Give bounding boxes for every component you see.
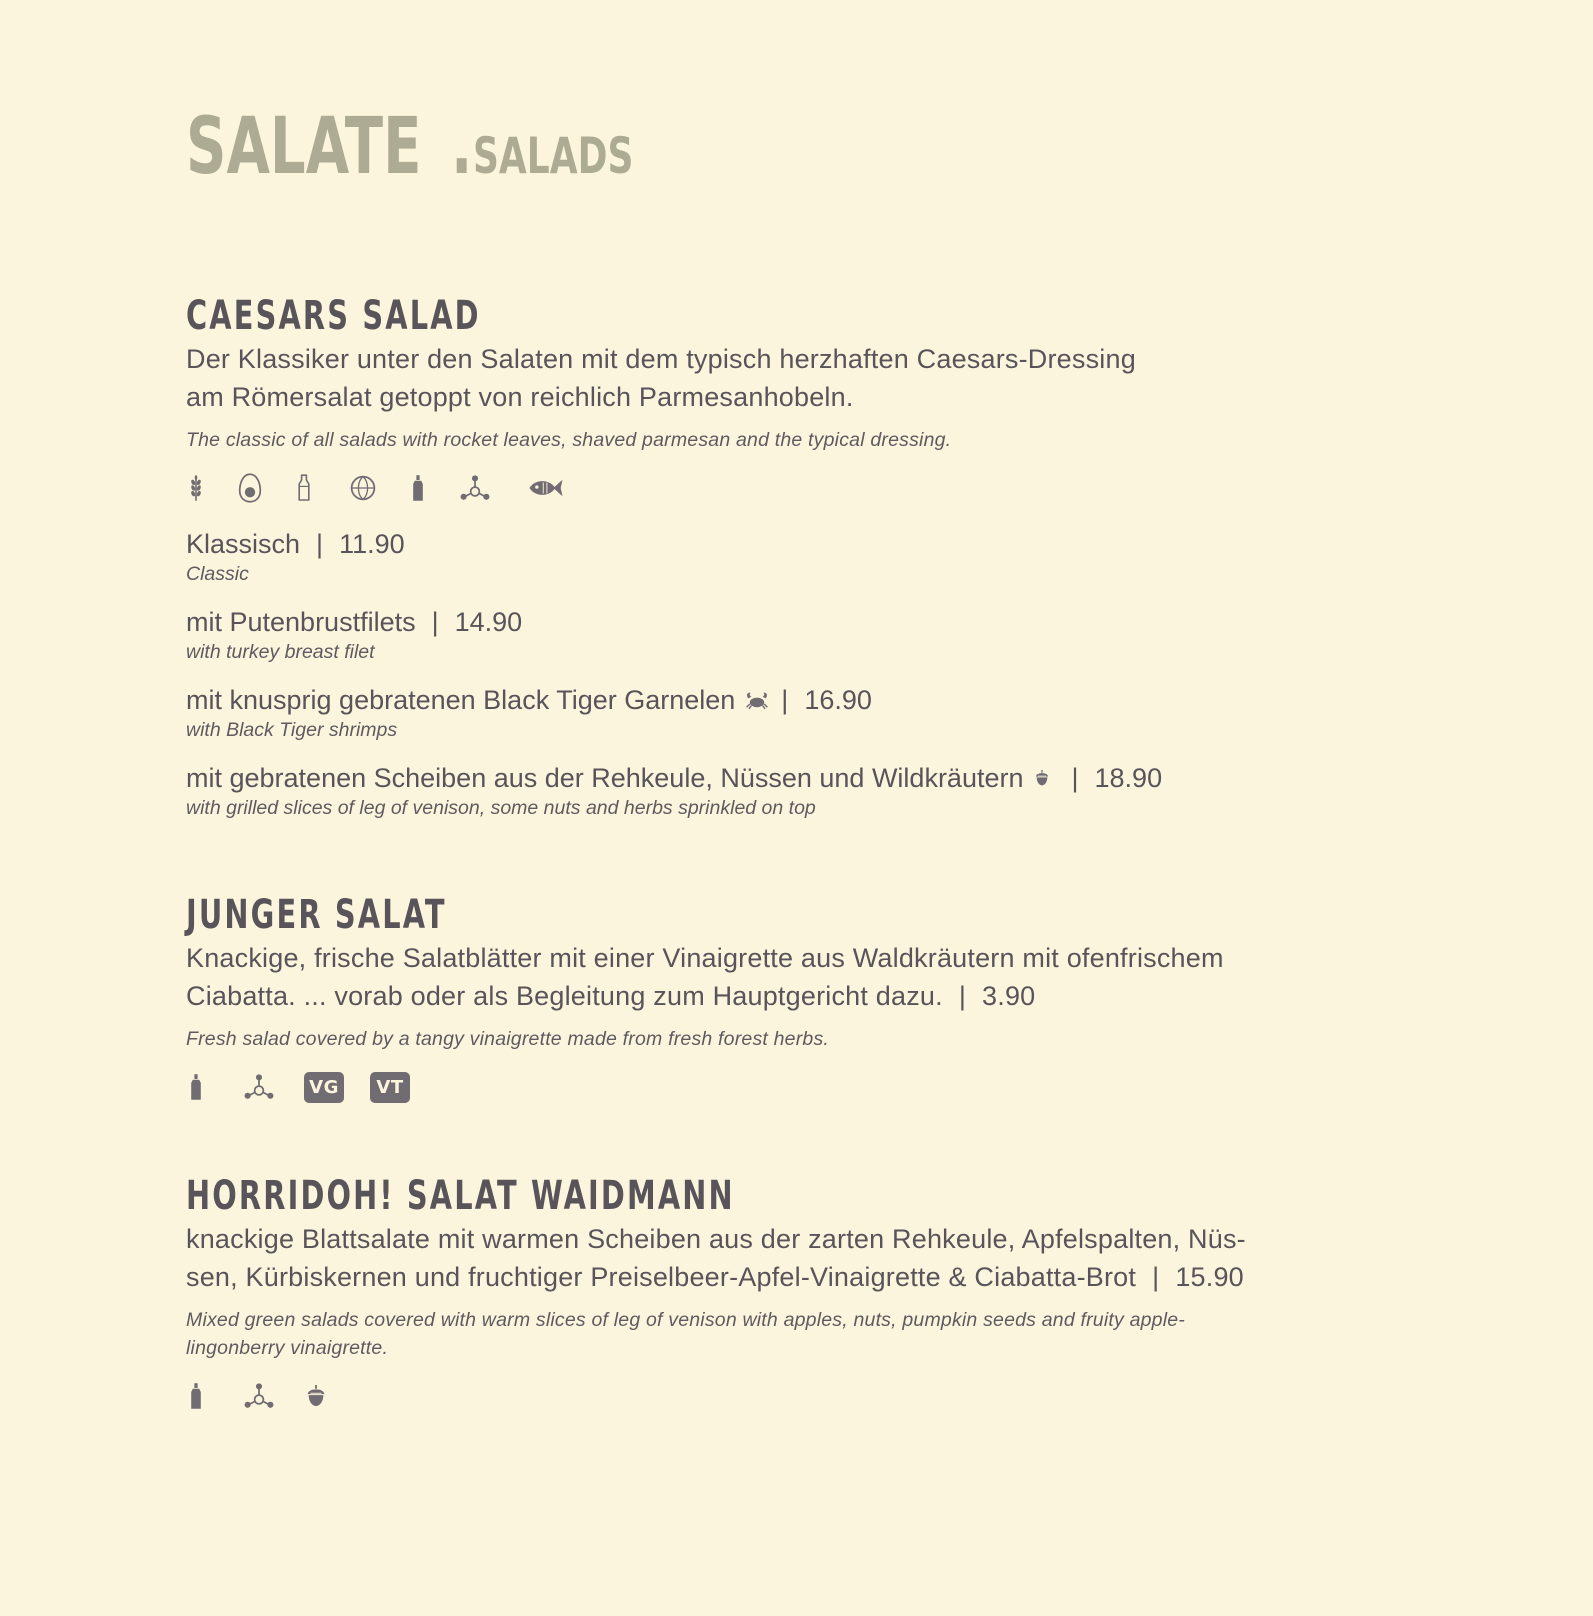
variant-line — [186, 526, 1366, 562]
price-separator: | — [958, 981, 967, 1011]
molecule-icon — [242, 1378, 276, 1414]
description-line: Mixed green salads covered with warm slices of leg of venison with apples, nuts, pumpkin seeds and fruity apple- — [186, 1309, 1185, 1331]
celery-icon — [348, 470, 378, 506]
variant-shrimps — [186, 682, 1366, 742]
description-line: am Römersalat getoppt von reichlich Parmesanhobeln. — [186, 382, 854, 412]
variant-name: mit Putenbrustfilets — [186, 607, 416, 637]
dish-title: HORRIDOH! SALAT WAIDMANN — [186, 1173, 735, 1219]
page-title-de: SALATE — [186, 102, 422, 192]
mustard-bottle-icon — [186, 1378, 206, 1414]
fish-icon — [526, 470, 566, 506]
price-separator: | — [1071, 763, 1079, 793]
variant-translation: with grilled slices of leg of venison, some nuts and herbs sprinkled on top — [186, 797, 816, 819]
molecule-icon — [458, 470, 492, 506]
dish-description-de — [186, 939, 1366, 1015]
molecule-icon — [242, 1069, 276, 1105]
dish-price: 3.90 — [982, 981, 1036, 1011]
dish-description-en: Fresh salad covered by a tangy vinaigrette made from fresh forest herbs. — [186, 1028, 830, 1050]
page-title — [186, 102, 695, 192]
price-separator: | — [431, 607, 439, 637]
variant-name: Klassisch — [186, 529, 301, 559]
variant-line — [186, 604, 1366, 640]
variant-translation: with Black Tiger shrimps — [186, 719, 398, 741]
variant-translation: Classic — [186, 563, 249, 585]
page-title-en: SALADS — [472, 127, 634, 185]
mustard-bottle-icon — [186, 1069, 206, 1105]
description-text: Ciabatta. ... vorab oder als Begleitung zum Hauptgericht dazu. — [186, 981, 943, 1011]
milk-bottle-icon — [294, 470, 314, 506]
dish-price: 15.90 — [1175, 1262, 1244, 1292]
vegetarian-badge: VT — [370, 1072, 410, 1103]
nut-icon — [1034, 769, 1050, 787]
allergen-icons — [186, 1376, 1366, 1416]
allergen-icons — [186, 1067, 1366, 1107]
allergen-icons — [186, 468, 1366, 508]
description-line: Knackige, frische Salatblätter mit einer Vinaigrette aus Waldkräutern mit ofenfrischem — [186, 943, 1224, 973]
variant-turkey — [186, 604, 1366, 664]
wheat-icon — [186, 470, 206, 506]
dish-horridoh-salat-waidmann — [186, 1174, 1366, 1416]
dish-title: JUNGER SALAT — [186, 892, 447, 938]
dish-title: CAESARS SALAD — [186, 293, 481, 339]
variant-classic — [186, 526, 1366, 586]
description-line: lingonberry vinaigrette. — [186, 1337, 389, 1359]
variant-line — [186, 760, 1366, 796]
description-line: Der Klassiker unter den Salaten mit dem typisch herzhaften Caesars-Dressing — [186, 344, 1136, 374]
dish-caesars-salad — [186, 294, 1366, 820]
crustacean-icon — [745, 690, 769, 710]
description-text: sen, Kürbiskernen und fruchtiger Preiselbeer-Apfel-Vinaigrette & Ciabatta-Brot — [186, 1262, 1137, 1292]
price-separator: | — [781, 685, 789, 715]
variant-price: 16.90 — [804, 685, 872, 715]
dish-description-de — [186, 340, 1366, 416]
dish-description-en: The classic of all salads with rocket leaves, shaved parmesan and the typical dressing. — [186, 429, 952, 451]
variant-price: 18.90 — [1094, 763, 1163, 793]
nut-icon — [304, 1378, 328, 1414]
variant-line — [186, 682, 1366, 718]
variant-name: mit knusprig gebratenen Black Tiger Garnelen — [186, 685, 736, 715]
description-line: knackige Blattsalate mit warmen Scheiben aus der zarten Rehkeule, Apfelspalten, Nüs- — [186, 1224, 1246, 1254]
description-line — [186, 977, 1366, 1015]
variant-price: 14.90 — [454, 607, 523, 637]
variant-price: 11.90 — [339, 529, 405, 559]
dish-junger-salat — [186, 893, 1366, 1107]
dish-description-en — [186, 1306, 1366, 1362]
variant-name: mit gebratenen Scheiben aus der Rehkeule, Nüssen und Wildkräutern — [186, 763, 1024, 793]
dish-description-de — [186, 1220, 1366, 1296]
price-separator: | — [316, 529, 324, 559]
variant-translation: with turkey breast filet — [186, 641, 375, 663]
mustard-bottle-icon — [408, 470, 428, 506]
page-title-separator: . — [451, 102, 473, 192]
price-separator: | — [1152, 1262, 1160, 1292]
description-line — [186, 1258, 1366, 1296]
vegan-badge: VG — [304, 1072, 344, 1103]
variant-venison — [186, 760, 1366, 820]
egg-icon — [236, 470, 264, 506]
